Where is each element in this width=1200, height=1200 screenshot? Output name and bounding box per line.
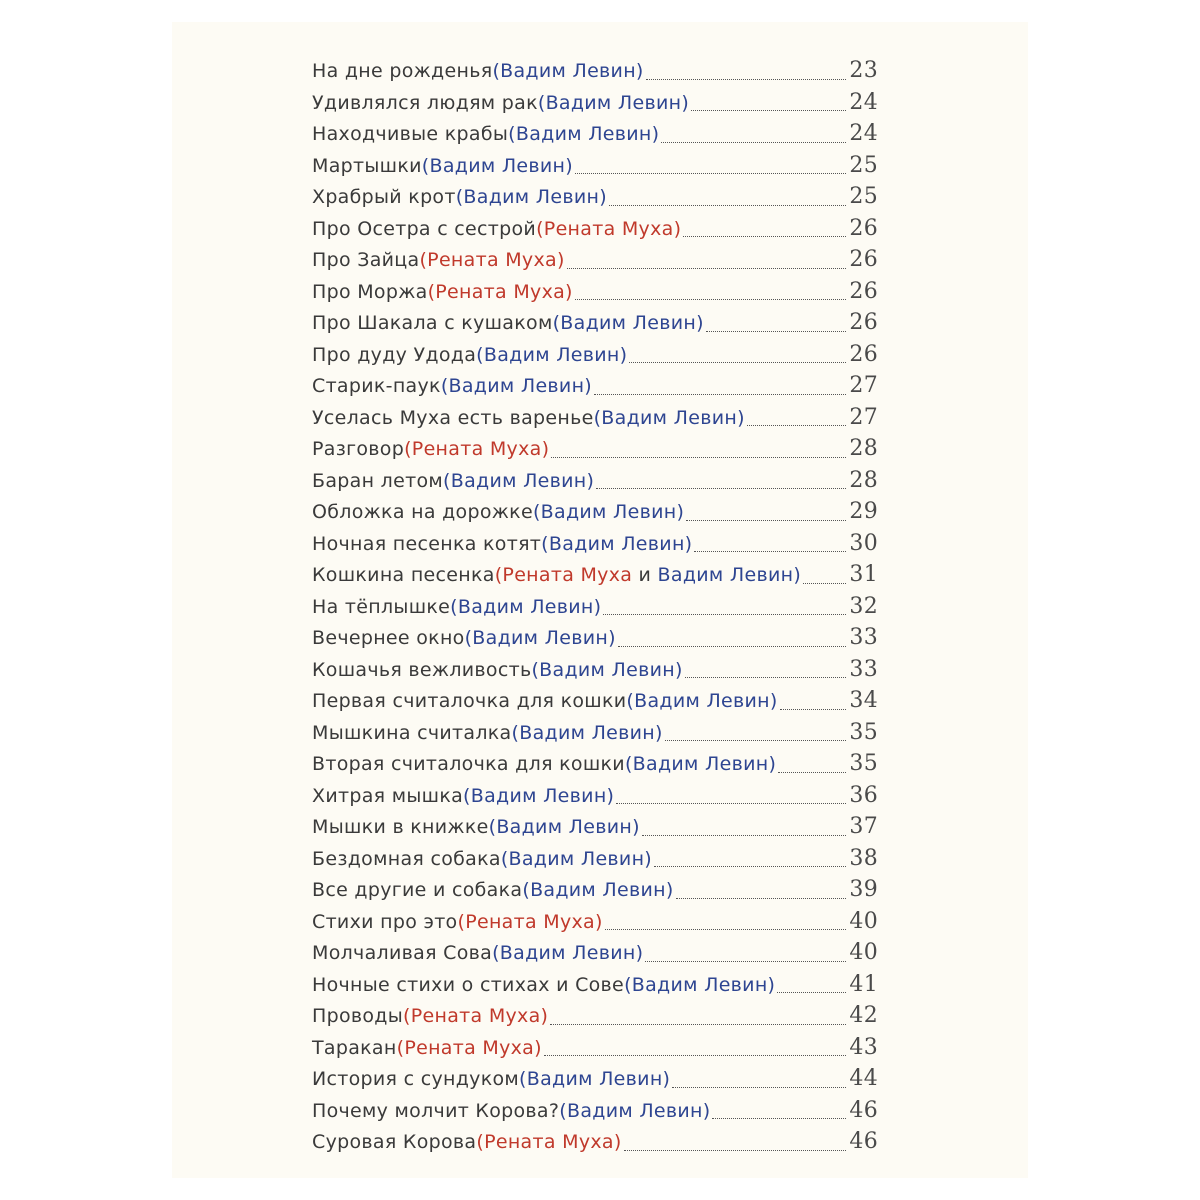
toc-entry bbox=[312, 436, 878, 468]
toc-entry-title: Вторая считалочка для кошки bbox=[312, 753, 625, 775]
toc-dot-leader bbox=[596, 488, 846, 489]
toc-dot-leader bbox=[642, 835, 846, 836]
toc-entry-author-part: (Вадим Левин) bbox=[531, 658, 683, 681]
toc-entry bbox=[312, 594, 878, 626]
toc-entry-title: Удивлялся людям рак bbox=[312, 91, 538, 114]
toc-entry-title: Кошкина песенка bbox=[312, 564, 495, 586]
toc-entry-author-part: (Вадим Левин) bbox=[500, 847, 653, 870]
toc-entry-author-part: (Рената Муха) bbox=[536, 217, 682, 240]
toc-entry-title: Кошачья вежливость bbox=[312, 658, 532, 681]
toc-entry-page-number: 34 bbox=[849, 688, 878, 713]
toc-dot-leader bbox=[646, 79, 846, 80]
toc-entry bbox=[312, 625, 878, 657]
toc-entry-title: Уселась Муха есть варенье bbox=[312, 406, 594, 429]
toc-dot-leader bbox=[706, 331, 846, 332]
toc-entry-author bbox=[531, 659, 682, 681]
toc-entry-page-number: 43 bbox=[849, 1034, 878, 1060]
toc-entry-author bbox=[489, 816, 640, 838]
toc-entry-page-number: 24 bbox=[849, 121, 878, 146]
toc-dot-leader bbox=[661, 142, 846, 143]
toc-entry-author-part: (Вадим Левин) bbox=[508, 123, 660, 145]
toc-entry-author-part: (Вадим Левин) bbox=[559, 1099, 711, 1122]
toc-entry-author bbox=[624, 974, 775, 996]
toc-entry-page-number: 24 bbox=[849, 89, 878, 115]
toc-entry bbox=[312, 373, 878, 405]
toc-entry-author bbox=[625, 753, 776, 775]
toc-entry-author bbox=[541, 533, 692, 555]
toc-entry-author bbox=[492, 942, 643, 964]
toc-dot-leader bbox=[550, 1024, 846, 1025]
toc-entry bbox=[312, 1098, 878, 1130]
toc-entry-author-part: (Рената Муха) bbox=[403, 1005, 549, 1027]
toc-entry-author-part: (Рената Муха) bbox=[427, 280, 573, 303]
toc-entry bbox=[312, 247, 878, 279]
toc-entry bbox=[312, 720, 878, 752]
toc-entry bbox=[312, 972, 878, 1004]
toc-dot-leader bbox=[747, 425, 846, 426]
toc-dot-leader bbox=[694, 551, 846, 552]
toc-entry-author-part: (Вадим Левин) bbox=[626, 690, 778, 712]
toc-entry bbox=[312, 1003, 878, 1035]
toc-entry-author-part: (Вадим Левин) bbox=[593, 406, 745, 429]
toc-dot-leader bbox=[575, 299, 846, 300]
toc-entry-title: Про Моржа bbox=[312, 280, 428, 303]
toc-entry-author-part: (Вадим Левин) bbox=[537, 91, 690, 114]
toc-dot-leader bbox=[672, 1087, 846, 1088]
toc-entry bbox=[312, 562, 878, 594]
toc-entry-author bbox=[422, 155, 573, 177]
toc-entry-author bbox=[457, 911, 602, 933]
toc-dot-leader bbox=[654, 866, 846, 867]
toc-entry-author bbox=[492, 60, 643, 82]
toc-entry-title: Про дуду Удода bbox=[312, 343, 477, 366]
table-of-contents bbox=[312, 58, 878, 1161]
toc-entry-author bbox=[512, 722, 663, 744]
toc-entry-page-number: 35 bbox=[849, 751, 878, 776]
toc-entry-page-number: 44 bbox=[849, 1066, 878, 1091]
toc-entry bbox=[312, 657, 878, 689]
toc-entry-author bbox=[397, 1037, 542, 1059]
toc-entry-author bbox=[428, 281, 573, 303]
toc-dot-leader bbox=[551, 457, 846, 458]
toc-entry-author bbox=[463, 785, 614, 807]
toc-entry-author-part: (Вадим Левин) bbox=[511, 721, 663, 744]
toc-entry-author-part: (Вадим Левин) bbox=[450, 595, 602, 618]
toc-entry-page-number: 25 bbox=[849, 184, 878, 209]
toc-entry bbox=[312, 468, 878, 500]
toc-entry-title: Мартышки bbox=[312, 154, 422, 177]
toc-entry-title: Баран летом bbox=[312, 469, 444, 492]
toc-entry-page-number: 39 bbox=[849, 877, 878, 902]
toc-entry-author bbox=[533, 501, 684, 523]
toc-entry-page-number: 23 bbox=[849, 58, 878, 83]
toc-entry-page-number: 42 bbox=[849, 1003, 878, 1028]
toc-entry bbox=[312, 783, 878, 815]
toc-entry-author bbox=[476, 1131, 621, 1153]
toc-dot-leader bbox=[603, 614, 846, 615]
toc-dot-leader bbox=[777, 992, 846, 993]
toc-entry-author-part: и bbox=[632, 564, 658, 586]
toc-entry-page-number: 36 bbox=[849, 782, 878, 808]
toc-entry-page-number: 31 bbox=[849, 562, 878, 587]
toc-dot-leader bbox=[567, 268, 846, 269]
toc-entry-page-number: 40 bbox=[849, 940, 878, 965]
toc-entry-title: Вечернее окно bbox=[312, 627, 465, 649]
toc-entry-author bbox=[403, 1005, 548, 1027]
toc-entry-author bbox=[594, 407, 745, 429]
toc-entry-page-number: 46 bbox=[849, 1129, 878, 1154]
toc-entry-author bbox=[501, 848, 652, 870]
toc-entry bbox=[312, 1066, 878, 1098]
toc-dot-leader bbox=[778, 772, 846, 773]
toc-entry-page-number: 26 bbox=[849, 215, 878, 241]
toc-entry-title: Все другие и собака bbox=[312, 879, 523, 901]
toc-entry-title: Почему молчит Корова? bbox=[312, 1099, 560, 1122]
toc-entry bbox=[312, 751, 878, 783]
toc-entry-page-number: 33 bbox=[849, 625, 878, 650]
toc-entry-title: Молчаливая Сова bbox=[312, 942, 493, 964]
toc-entry-page-number: 29 bbox=[849, 499, 878, 524]
toc-entry bbox=[312, 940, 878, 972]
toc-entry-author-part: (Вадим Левин) bbox=[440, 375, 593, 397]
toc-entry-page-number: 35 bbox=[849, 719, 878, 745]
toc-entry-title: Обложка на дорожке bbox=[312, 501, 533, 523]
toc-entry bbox=[312, 279, 878, 311]
toc-dot-leader bbox=[629, 362, 846, 363]
toc-dot-leader bbox=[645, 961, 846, 962]
toc-entry bbox=[312, 121, 878, 153]
toc-entry-author bbox=[536, 218, 681, 240]
toc-entry bbox=[312, 909, 878, 941]
toc-entry bbox=[312, 846, 878, 878]
toc-entry-author-part: (Вадим Левин) bbox=[492, 942, 644, 964]
toc-dot-leader bbox=[544, 1055, 846, 1056]
toc-entry bbox=[312, 877, 878, 909]
toc-entry-author bbox=[465, 627, 616, 649]
toc-entry-page-number: 30 bbox=[849, 530, 878, 556]
toc-entry-author bbox=[476, 344, 627, 366]
toc-entry-author-part: (Вадим Левин) bbox=[519, 1068, 671, 1090]
toc-entry-page-number: 26 bbox=[849, 278, 878, 304]
toc-entry-page-number: 26 bbox=[849, 341, 878, 367]
toc-entry-author-part: Вадим Левин) bbox=[657, 564, 802, 586]
toc-entry-author-part: (Вадим Левин) bbox=[488, 816, 640, 838]
toc-entry-author-part: (Рената Муха) bbox=[396, 1036, 542, 1059]
toc-entry-title: На дне рожденья bbox=[312, 60, 493, 82]
toc-dot-leader bbox=[780, 709, 846, 710]
toc-entry-author-part: (Вадим Левин) bbox=[463, 784, 615, 807]
toc-entry-author-part: (Вадим Левин) bbox=[522, 879, 674, 901]
toc-entry-author-part: (Рената Муха) bbox=[476, 1131, 622, 1153]
toc-entry-page-number: 38 bbox=[849, 845, 878, 871]
toc-entry-author bbox=[553, 312, 704, 334]
toc-entry bbox=[312, 814, 878, 846]
toc-entry-page-number: 32 bbox=[849, 593, 878, 619]
toc-dot-leader bbox=[594, 394, 846, 395]
toc-entry-author-part: (Вадим Левин) bbox=[492, 60, 644, 82]
toc-entry-author-part: (Рената Муха) bbox=[404, 438, 550, 460]
toc-entry-page-number: 27 bbox=[849, 404, 878, 430]
toc-entry-title: Суровая Корова bbox=[312, 1131, 477, 1153]
toc-entry bbox=[312, 184, 878, 216]
toc-dot-leader bbox=[665, 740, 846, 741]
toc-entry-author bbox=[443, 470, 594, 492]
toc-entry-title: Мышки в книжке bbox=[312, 816, 489, 838]
toc-entry-title: Мышкина считалка bbox=[312, 721, 512, 744]
toc-entry bbox=[312, 153, 878, 185]
toc-entry-title: Храбрый крот bbox=[312, 186, 456, 208]
toc-entry-title: Бездомная собака bbox=[312, 847, 501, 870]
toc-entry-page-number: 27 bbox=[849, 373, 878, 398]
toc-entry bbox=[312, 216, 878, 248]
toc-entry-author bbox=[456, 186, 607, 208]
toc-entry bbox=[312, 531, 878, 563]
toc-entry-title: На тёплышке bbox=[312, 595, 451, 618]
toc-entry-title: Про Шакала с кушаком bbox=[312, 312, 553, 334]
toc-entry bbox=[312, 405, 878, 437]
toc-entry-author bbox=[404, 438, 549, 460]
toc-entry-author bbox=[519, 1068, 670, 1090]
toc-entry bbox=[312, 342, 878, 374]
toc-entry-title: Про Зайца bbox=[312, 249, 420, 271]
toc-dot-leader bbox=[676, 898, 846, 899]
toc-dot-leader bbox=[624, 1150, 846, 1151]
toc-entry-author-part: (Рената Муха bbox=[494, 564, 633, 586]
toc-entry-author-part: (Вадим Левин) bbox=[541, 532, 693, 555]
toc-entry-author bbox=[508, 123, 659, 145]
toc-entry-page-number: 28 bbox=[849, 467, 878, 493]
toc-dot-leader bbox=[618, 646, 846, 647]
toc-entry-title: Стихи про это bbox=[312, 910, 458, 933]
toc-entry bbox=[312, 1035, 878, 1067]
toc-entry-author bbox=[538, 92, 689, 114]
toc-entry-title: Старик-паук bbox=[312, 375, 441, 397]
toc-entry-author-part: (Вадим Левин) bbox=[552, 312, 704, 334]
toc-dot-leader bbox=[616, 803, 846, 804]
toc-entry bbox=[312, 58, 878, 90]
toc-entry-page-number: 41 bbox=[849, 971, 878, 997]
toc-entry-title: Хитрая мышка bbox=[312, 784, 464, 807]
toc-entry-author-part: (Рената Муха) bbox=[419, 249, 565, 271]
toc-entry-page-number: 25 bbox=[849, 152, 878, 178]
toc-entry-author-part: (Рената Муха) bbox=[457, 910, 603, 933]
toc-entry-page-number: 40 bbox=[849, 908, 878, 934]
toc-entry-title: Первая считалочка для кошки bbox=[312, 690, 627, 712]
toc-entry-page-number: 46 bbox=[849, 1097, 878, 1123]
toc-entry-author-part: (Вадим Левин) bbox=[464, 627, 616, 649]
toc-entry-title: Проводы bbox=[312, 1005, 404, 1027]
toc-entry bbox=[312, 310, 878, 342]
toc-entry-author-part: (Вадим Левин) bbox=[443, 469, 595, 492]
toc-entry-author bbox=[450, 596, 601, 618]
toc-entry-author-part: (Вадим Левин) bbox=[624, 753, 777, 775]
toc-dot-leader bbox=[605, 929, 846, 930]
toc-dot-leader bbox=[683, 236, 846, 237]
toc-entry-title: История с сундуком bbox=[312, 1068, 520, 1090]
toc-entry-page-number: 37 bbox=[849, 814, 878, 839]
toc-entry-title: Разговор bbox=[312, 438, 405, 460]
toc-entry bbox=[312, 688, 878, 720]
toc-dot-leader bbox=[609, 205, 846, 206]
toc-entry-author-part: (Вадим Левин) bbox=[455, 186, 607, 208]
toc-entry bbox=[312, 499, 878, 531]
toc-entry-page-number: 26 bbox=[849, 247, 878, 272]
toc-entry-title: Ночная песенка котят bbox=[312, 532, 542, 555]
toc-entry bbox=[312, 1129, 878, 1161]
toc-entry bbox=[312, 90, 878, 122]
toc-entry-author bbox=[559, 1100, 710, 1122]
toc-entry-author bbox=[522, 879, 673, 901]
toc-entry-author bbox=[495, 564, 801, 586]
toc-entry-title: Про Осетра с сестрой bbox=[312, 217, 537, 240]
toc-entry-author bbox=[441, 375, 592, 397]
toc-entry-page-number: 26 bbox=[849, 310, 878, 335]
toc-entry-author-part: (Вадим Левин) bbox=[532, 501, 685, 523]
toc-dot-leader bbox=[575, 173, 846, 174]
toc-entry-title: Находчивые крабы bbox=[312, 123, 509, 145]
toc-entry-title: Ночные стихи о стихах и Сове bbox=[312, 973, 625, 996]
toc-dot-leader bbox=[712, 1118, 846, 1119]
book-page bbox=[172, 22, 1028, 1178]
toc-entry-author-part: (Вадим Левин) bbox=[421, 154, 573, 177]
toc-dot-leader bbox=[685, 677, 846, 678]
toc-entry-author-part: (Вадим Левин) bbox=[624, 973, 776, 996]
toc-entry-page-number: 33 bbox=[849, 656, 878, 682]
toc-dot-leader bbox=[691, 110, 846, 111]
toc-entry-author bbox=[626, 690, 777, 712]
toc-entry-title: Таракан bbox=[312, 1036, 397, 1059]
toc-entry-author bbox=[419, 249, 564, 271]
toc-entry-author-part: (Вадим Левин) bbox=[476, 343, 628, 366]
toc-dot-leader bbox=[803, 583, 846, 584]
toc-dot-leader bbox=[686, 520, 846, 521]
toc-entry-page-number: 28 bbox=[849, 436, 878, 461]
